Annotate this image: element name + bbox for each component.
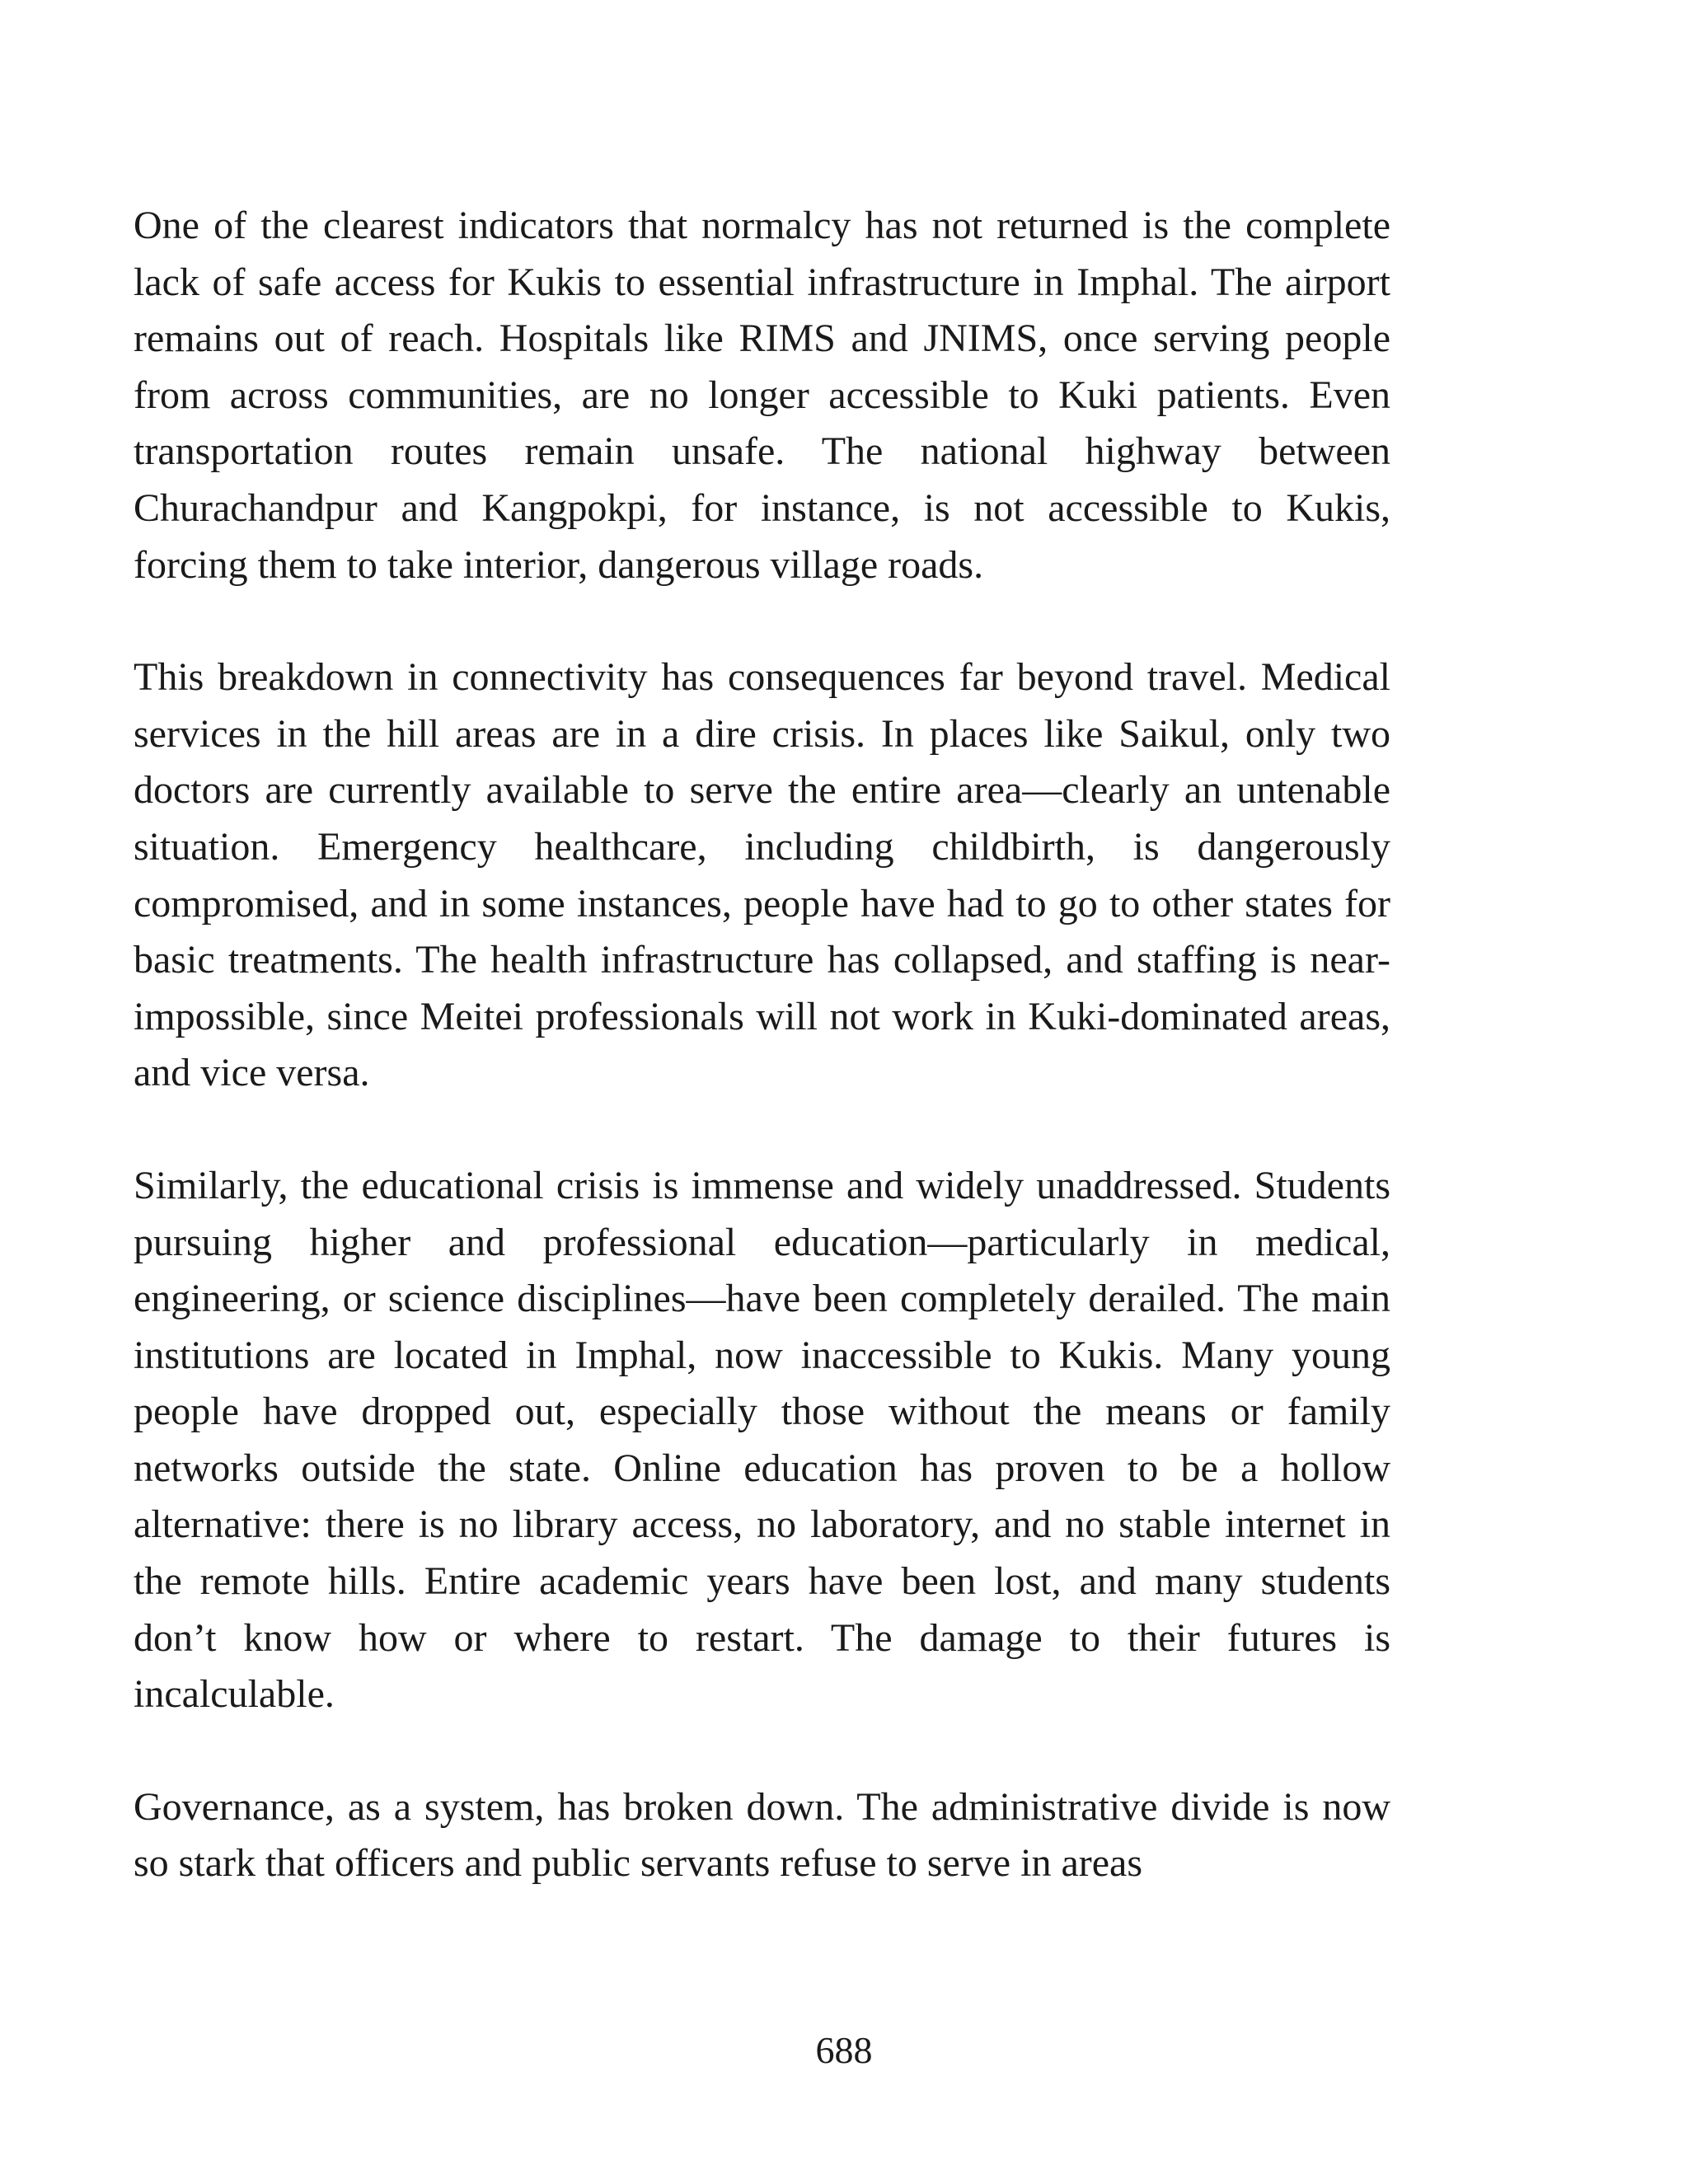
page-body bbox=[134, 198, 1390, 1948]
paragraph-governance: Governance, as a system, has broken down. The administrative divide is now so stark that officers and public servants refuse to serve in areas bbox=[134, 1784, 1390, 1886]
page-number: 688 bbox=[815, 2029, 873, 2071]
paragraph-medical-crisis: This breakdown in connectivity has consequences far beyond travel. Medical services in the hill areas are in a dire crisis. In places like Saikul, only two doctors are currently available to serve the entire area—clearly an untenable situation. Emergency healthcare, including childbirth, is dangerously compromised, and in some instances, people have had to go to other states for basic treatments. The health infrastructure has collapsed, and staffing is near-impossible, since Meitei professionals will not work in Kuki-dominated areas, and vice versa. bbox=[134, 655, 1390, 1095]
paragraph-educational-crisis: Similarly, the educational crisis is immense and widely unaddressed. Students pursuing higher and professional education—particularly in medical, engineering, or science disciplines—have been completely derailed. The main institutions are located in Imphal, now inaccessible to Kukis. Many young people have dropped out, especially those without the means or family networks outside the state. Online education has proven to be a hollow alternative: there is no library access, no laboratory, and no stable internet in the remote hills. Entire academic years have been lost, and many students don’t know how or where to restart. The damage to their futures is incalculable. bbox=[134, 1163, 1390, 1717]
paragraph-infrastructure-access: One of the clearest indicators that normalcy has not returned is the complete lack of safe access for Kukis to essential infrastructure in Imphal. The airport remains out of reach. Hospitals like RIMS and JNIMS, once serving people from across communities, are no longer accessible to Kuki patients. Even transportation routes remain unsafe. The national highway between Churachandpur and Kangpokpi, for instance, is not accessible to Kukis, forcing them to take interior, dangerous village roads. bbox=[134, 204, 1390, 587]
